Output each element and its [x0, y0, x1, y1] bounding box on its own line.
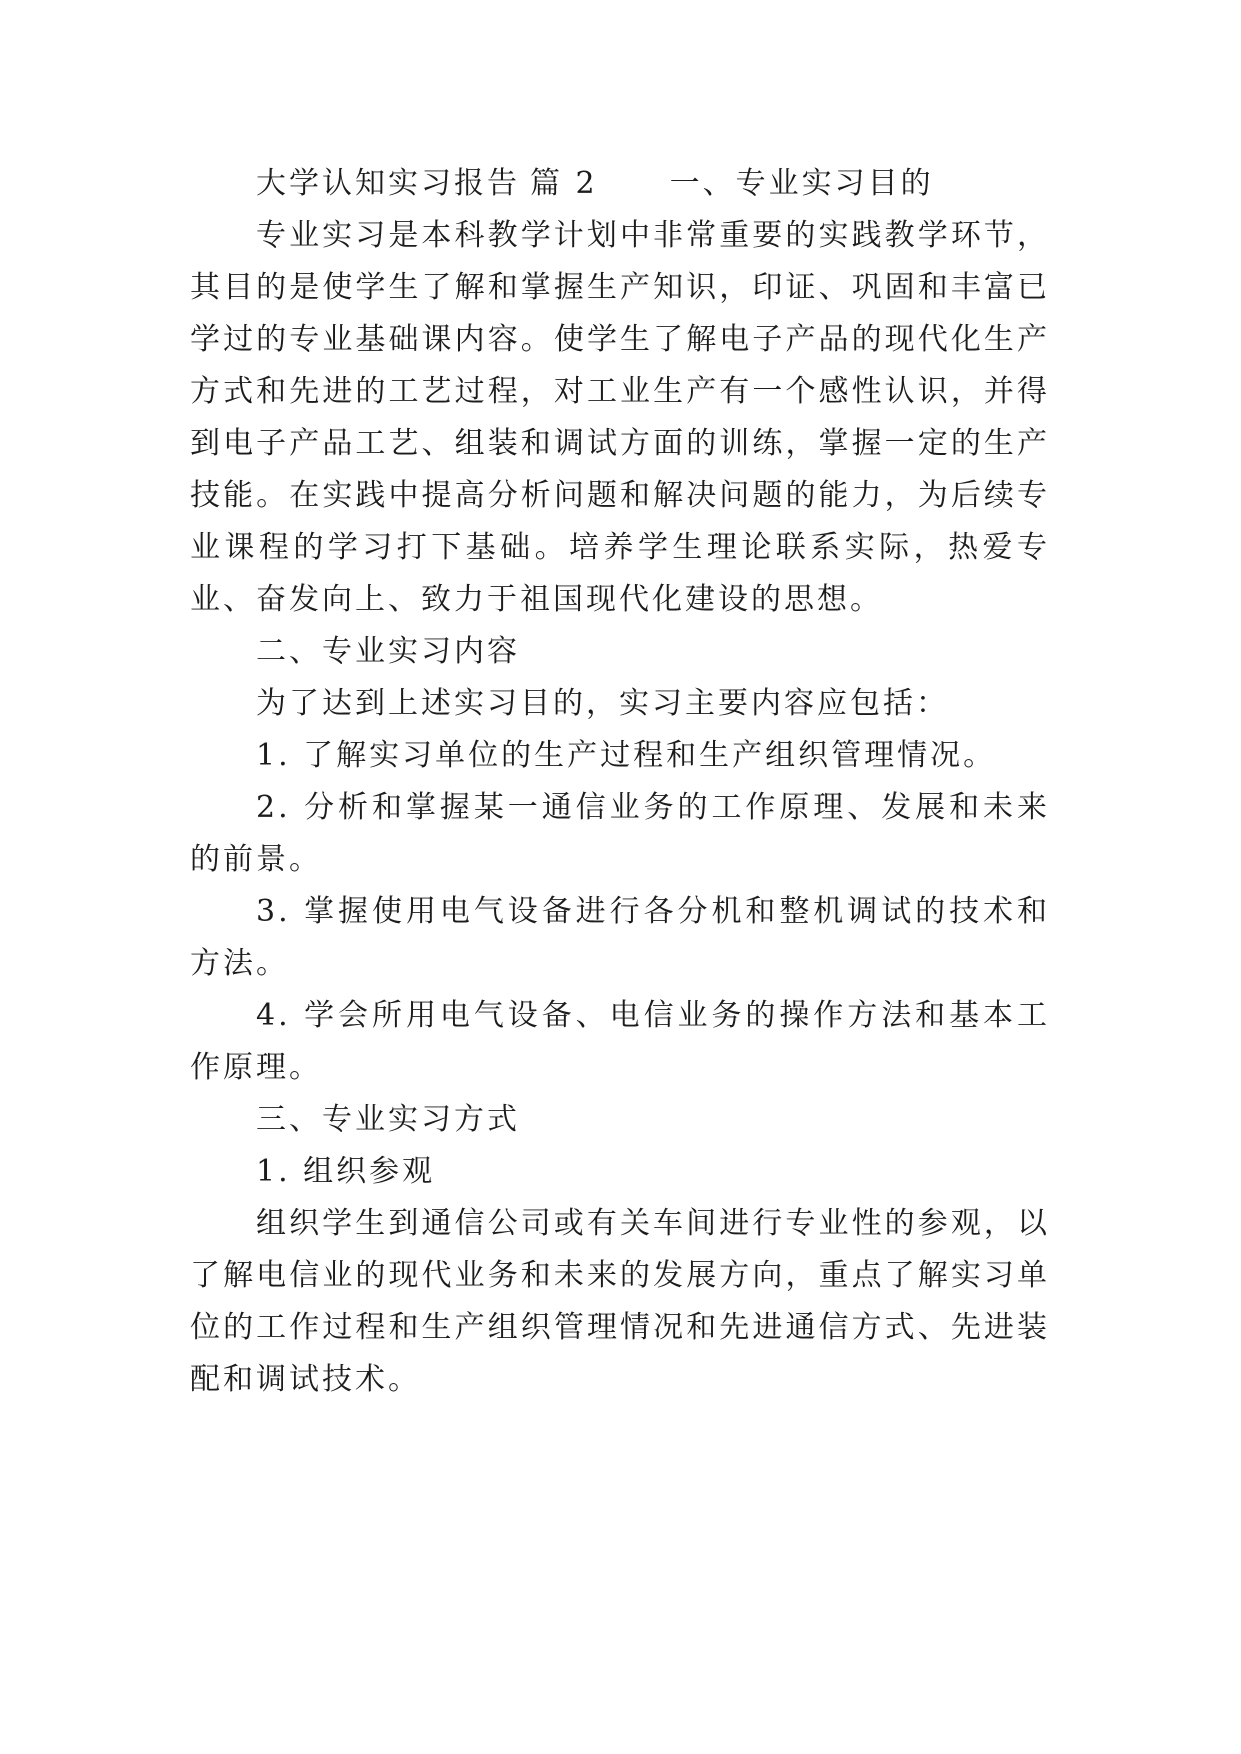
subheading-visit: 1. 组织参观 [256, 1154, 436, 1189]
paragraph-purpose: 专业实习是本科教学计划中非常重要的实践教学环节，其目的是使学生了解和掌握生产知识，印证、巩固和丰富已学过的专业基础课内容。使学生了解电子产品的现代化生产方式和先进的工艺过程，对工业生产有一个感性认识，并得到电子产品工艺、组装和调试方面的训练，掌握一定的生产技能。在实践中提高分析问题和解决问题的能力，为后续专业课程的学习打下基础。培养学生理论联系实际，热爱专业、奋发向上、致力于祖国现代化建设的思想。 [190, 218, 1050, 617]
title-line [190, 158, 1050, 210]
document-body [190, 158, 1050, 1406]
list-item-1: 1. 了解实习单位的生产过程和生产组织管理情况。 [256, 738, 997, 773]
section-heading-3: 三、专业实习方式 [256, 1102, 520, 1137]
document-title-suffix: 篇 2 [530, 166, 598, 201]
list-item-3: 3. 掌握使用电气设备进行各分机和整机调试的技术和方法。 [190, 894, 1050, 981]
document-title: 大学认知实习报告 [256, 166, 520, 201]
list-item-2: 2. 分析和掌握某一通信业务的工作原理、发展和未来的前景。 [190, 790, 1050, 877]
paragraph-content-intro: 为了达到上述实习目的，实习主要内容应包括： [256, 686, 949, 721]
list-item-4: 4. 学会所用电气设备、电信业务的操作方法和基本工作原理。 [190, 998, 1050, 1085]
section-heading-1: 一、专业实习目的 [669, 166, 934, 201]
paragraph-visit: 组织学生到通信公司或有关车间进行专业性的参观，以了解电信业的现代业务和未来的发展方向，重点了解实习单位的工作过程和生产组织管理情况和先进通信方式、先进装配和调试技术。 [190, 1206, 1050, 1397]
section-heading-2: 二、专业实习内容 [256, 634, 520, 669]
